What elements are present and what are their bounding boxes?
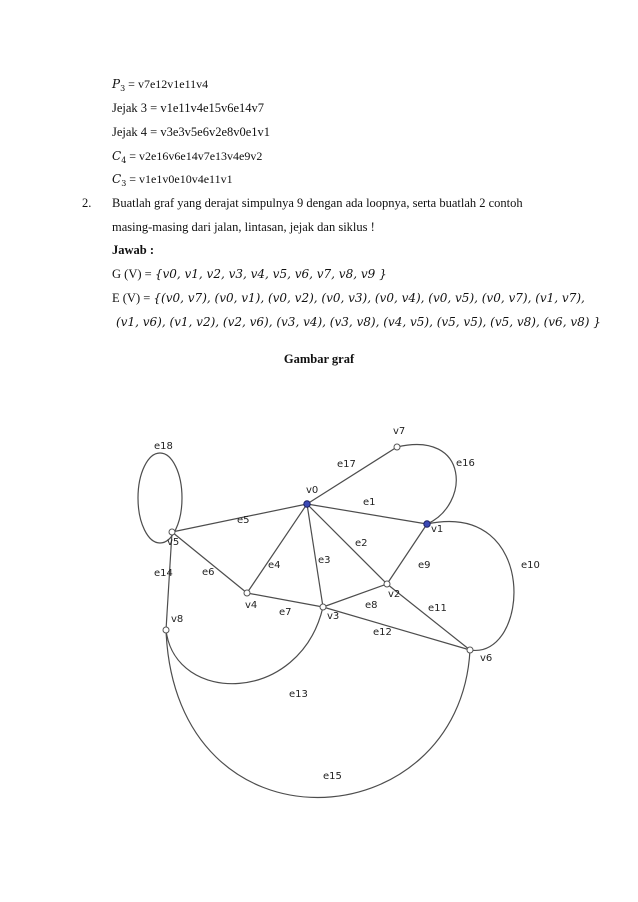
edge-label-e15: e15 [323,771,342,782]
vertex-label-v5: v5 [167,537,180,548]
vertex-label-v1: v1 [431,524,444,535]
vertex-v2 [384,581,390,587]
edge-label-e10: e10 [521,560,540,571]
edge-label-e8: e8 [365,600,378,611]
c4-subscript: 4 [121,156,127,165]
edge-label-e16: e16 [456,458,475,469]
edge-label-e11: e11 [428,603,447,614]
edge-label-e9: e9 [418,560,431,571]
edge-e17 [307,447,397,504]
edge-set-prefix: E (V) = [112,291,154,305]
p3-subscript: 3 [120,84,126,93]
vertex-v8 [163,627,169,633]
edge-e16 [397,445,456,524]
edge-label-e12: e12 [373,627,392,638]
edge-label-e5: e5 [237,515,250,526]
c3-subscript: 3 [121,179,127,188]
question-number: 2. [82,196,92,210]
question-line-2: masing-masing dari jalan, lintasan, jejak dan siklus ! [112,220,375,234]
edge-label-e2: e2 [355,538,368,549]
edge-e6 [172,532,247,593]
vertex-label-v8: v8 [171,614,184,625]
edge-set-part-1: {(v0, v7), (v0, v1), (v0, v2), (v0, v3), (v0, v4), (v0, v5), (v0, v7), (v1, v7), [153,291,585,305]
edge-e9 [387,524,427,584]
question-line-1: Buatlah graf yang derajat simpulnya 9 dengan ada loopnya, serta buatlah 2 contoh [112,196,523,210]
vertex-label-v0: v0 [306,485,319,496]
edge-label-e4: e4 [268,560,281,571]
vertex-label-v3: v3 [327,611,340,622]
c4-text: = v2e16v6e14v7e13v4e9v2 [126,149,263,163]
edge-label-e13: e13 [289,689,308,700]
p3-text: = v7e12v1e11v4 [125,77,209,91]
edge-e15 [166,630,470,798]
vertex-label-v7: v7 [393,426,406,437]
vertex-set: {v0, v1, v2, v3, v4, v5, v6, v7, v8, v9 } [154,267,387,281]
vertex-v6 [467,647,473,653]
edge-e10 [427,522,514,651]
edge-e7 [247,593,323,607]
edge-label-e14: e14 [154,568,173,579]
jejak-4-line: Jejak 4 = v3e3v5e6v2e8v0e1v1 [112,125,271,139]
vertex-v3 [320,604,326,610]
jejak-3-line: Jejak 3 = v1e11v4e15v6e14v7 [112,101,265,115]
vertex-set-prefix: G (V) = [112,267,155,281]
vertex-label-v2: v2 [388,589,401,600]
edge-label-e3: e3 [318,555,331,566]
edge-e13 [166,607,323,684]
edge-label-e17: e17 [337,459,356,470]
edge-set-line-2: (v1, v6), (v1, v2), (v2, v6), (v3, v4), (v3, v8), (v4, v5), (v5, v5), (v5, v8), (v6, v8) } [116,315,601,329]
edge-e18-loop [138,453,182,543]
edge-e12 [323,607,470,650]
p3-symbol: P [112,77,121,91]
vertex-label-v4: v4 [245,600,258,611]
edge-label-e1: e1 [363,497,376,508]
vertex-label-v6: v6 [480,653,493,664]
figure-title: Gambar graf [283,352,355,366]
answer-heading: Jawab : [112,243,155,257]
vertex-v4 [244,590,250,596]
edge-label-e6: e6 [202,567,215,578]
c3-text: = v1e1v0e10v4e11v1 [126,172,233,186]
vertex-v7 [394,444,400,450]
vertex-v5 [169,529,175,535]
edge-label-e18: e18 [154,441,173,452]
vertex-v1 [424,521,430,527]
vertex-v0 [304,501,310,507]
edge-e4 [247,504,307,593]
edge-e2 [307,504,387,584]
c4-symbol: C [112,149,122,163]
edge-label-e7: e7 [279,607,292,618]
c3-symbol: C [112,172,122,186]
